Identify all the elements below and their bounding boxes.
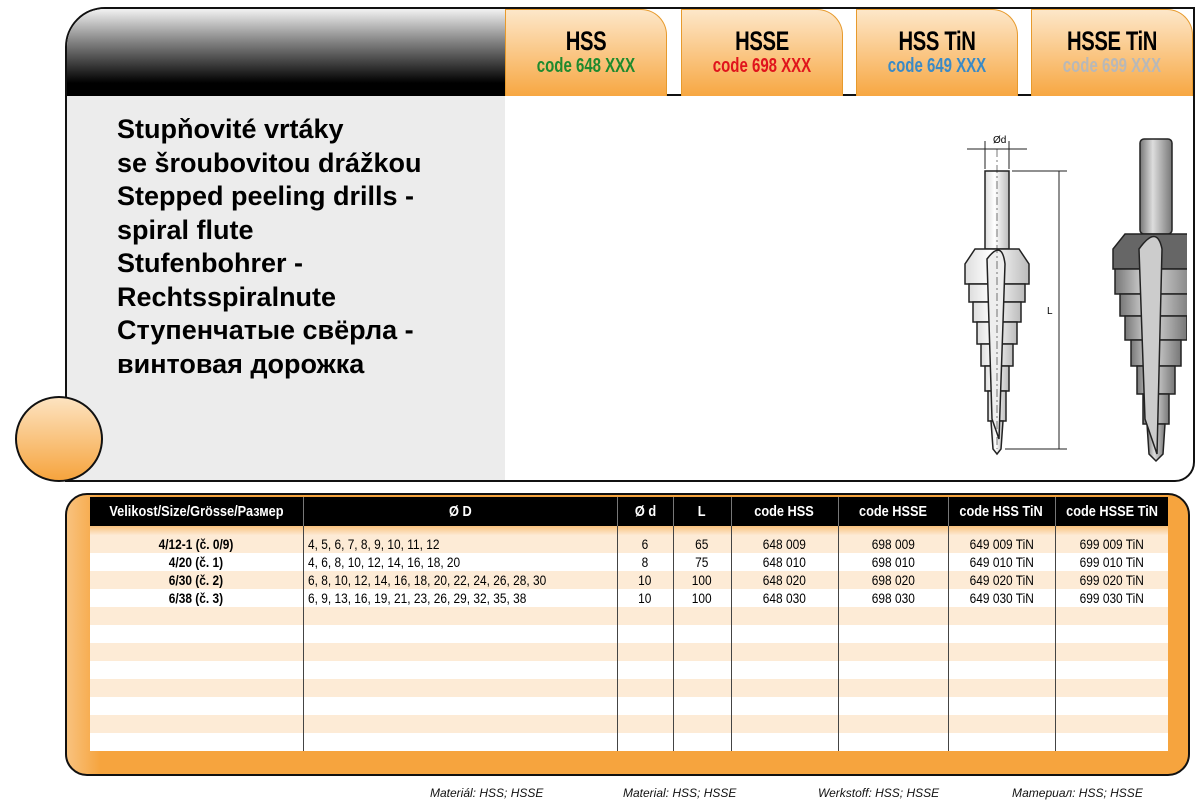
- table-cell: 4/12-1 (č. 0/9): [90, 535, 303, 553]
- title-line: Stupňovité vrtáky: [117, 114, 344, 144]
- table-cell: [731, 625, 838, 643]
- table-cell: [838, 625, 948, 643]
- tab-title: HSS TiN: [898, 26, 976, 56]
- table-cell: 8: [617, 553, 673, 571]
- empty-row: [90, 643, 1168, 661]
- tab-title: HSSE: [735, 26, 789, 56]
- empty-row: [90, 697, 1168, 715]
- title-line: Stufenbohrer -: [117, 248, 303, 278]
- table-cell: 698 010: [838, 553, 948, 571]
- table-cell: [731, 697, 838, 715]
- title-line: se šroubovitou drážkou: [117, 147, 422, 178]
- tab-hss[interactable]: [505, 9, 667, 96]
- table-row: [90, 553, 1168, 571]
- table-cell: [90, 625, 303, 643]
- table-cell: [90, 733, 303, 751]
- col-length: L: [673, 497, 731, 526]
- title-line: Ступенчатые свёрла -: [117, 315, 414, 345]
- table-cell: 6/38 (č. 3): [90, 589, 303, 607]
- table-cell: [90, 661, 303, 679]
- title-line: spiral flute: [117, 214, 254, 245]
- product-title: [117, 113, 422, 381]
- tab-code: code 698 XXX: [712, 55, 812, 77]
- title-line: Rechtsspiralnute: [117, 281, 337, 312]
- table-row: [90, 589, 1168, 607]
- table-cell: [673, 643, 731, 661]
- table-cell: 75: [673, 553, 731, 571]
- tab-code: code 699 XXX: [1062, 55, 1162, 77]
- table-cell: [948, 733, 1055, 751]
- table-cell: [303, 733, 617, 751]
- table-cell: [1055, 607, 1168, 625]
- table-cell: 699 020 TiN: [1055, 571, 1168, 589]
- footer-material-de: Werkstoff: HSS; HSSE: [818, 786, 940, 800]
- table-cell: [948, 697, 1055, 715]
- empty-row: [90, 733, 1168, 751]
- tab-hsse-tin[interactable]: [1031, 9, 1193, 96]
- table-cell: [303, 679, 617, 697]
- table-cell: [673, 607, 731, 625]
- table-cell: 699 009 TiN: [1055, 535, 1168, 553]
- footer-material-ru: Материал: HSS; HSSE: [1012, 786, 1143, 800]
- table-cell: 648 010: [731, 553, 838, 571]
- title-line: Stepped peeling drills -: [117, 181, 415, 211]
- table-cell: [303, 625, 617, 643]
- header-bar: [67, 9, 505, 96]
- table-cell: [838, 607, 948, 625]
- table-cell: 699 030 TiN: [1055, 589, 1168, 607]
- table-cell: [1055, 625, 1168, 643]
- footer-material-cz: Materiál: HSS; HSSE: [430, 786, 544, 800]
- table-cell: [303, 607, 617, 625]
- table-row: [90, 571, 1168, 589]
- empty-row: [90, 661, 1168, 679]
- tab-title: HSS: [565, 26, 607, 56]
- table-cell: [673, 733, 731, 751]
- table-cell: 6, 8, 10, 12, 14, 16, 18, 20, 22, 24, 26, 28, 30: [303, 571, 617, 589]
- table-cell: 4, 6, 8, 10, 12, 14, 16, 18, 20: [303, 553, 617, 571]
- table-cell: [90, 607, 303, 625]
- table-cell: [948, 661, 1055, 679]
- table-cell: [617, 625, 673, 643]
- table-cell: 698 030: [838, 589, 948, 607]
- table-cell: 4/20 (č. 1): [90, 553, 303, 571]
- diameter-label: Ød: [993, 135, 1007, 146]
- table-cell: 649 009 TiN: [948, 535, 1055, 553]
- drill-drawings: [887, 119, 1187, 469]
- table-cell: [673, 679, 731, 697]
- table-cell: [617, 733, 673, 751]
- table-cell: [617, 697, 673, 715]
- table-cell: [731, 661, 838, 679]
- table-cell: [731, 715, 838, 733]
- table-cell: [1055, 697, 1168, 715]
- table-cell: [948, 643, 1055, 661]
- table-cell: [303, 643, 617, 661]
- table-cell: 648 009: [731, 535, 838, 553]
- table-cell: 649 010 TiN: [948, 553, 1055, 571]
- product-table: [90, 497, 1168, 751]
- table-cell: [731, 607, 838, 625]
- table-cell: [673, 715, 731, 733]
- table-cell: [90, 643, 303, 661]
- table-cell: [303, 715, 617, 733]
- table-cell: [838, 697, 948, 715]
- table-cell: [673, 661, 731, 679]
- col-code-hsse: code HSSE: [838, 497, 948, 526]
- table-cell: [90, 715, 303, 733]
- empty-row: [90, 715, 1168, 733]
- table-header-row: [90, 497, 1168, 526]
- tab-title: HSSE TiN: [1066, 26, 1158, 56]
- drill-outline-drawing: [965, 141, 1067, 454]
- table-cell: [731, 643, 838, 661]
- table-cell: 698 020: [838, 571, 948, 589]
- table-cell: 648 020: [731, 571, 838, 589]
- table-cell: [617, 607, 673, 625]
- table-cell: 10: [617, 571, 673, 589]
- table-cell: 699 010 TiN: [1055, 553, 1168, 571]
- table-cell: [948, 715, 1055, 733]
- table-cell: 698 009: [838, 535, 948, 553]
- tab-hsse[interactable]: [681, 9, 843, 96]
- product-panel: [65, 7, 1195, 482]
- table-cell: 65: [673, 535, 731, 553]
- table-cell: [838, 643, 948, 661]
- table-row: [90, 535, 1168, 553]
- empty-row: [90, 679, 1168, 697]
- table-cell: [948, 607, 1055, 625]
- table-cell: [838, 661, 948, 679]
- col-diameter-d-big: Ø D: [303, 497, 617, 526]
- col-size: Velikost/Size/Grösse/Размер: [90, 497, 303, 526]
- empty-row: [90, 607, 1168, 625]
- decorative-circle: [15, 396, 103, 482]
- table-cell: 100: [673, 589, 731, 607]
- col-code-hsse-tin: code HSSE TiN: [1055, 497, 1168, 526]
- table-cell: [948, 625, 1055, 643]
- col-code-hss-tin: code HSS TiN: [948, 497, 1055, 526]
- table-cell: [303, 697, 617, 715]
- table-cell: [90, 697, 303, 715]
- table-cell: 649 030 TiN: [948, 589, 1055, 607]
- table-cell: [1055, 643, 1168, 661]
- col-diameter-d: Ø d: [617, 497, 673, 526]
- table-cell: [731, 679, 838, 697]
- table-cell: [1055, 733, 1168, 751]
- table-cell: [303, 661, 617, 679]
- title-line: винтовая дорожка: [117, 348, 365, 379]
- tab-code: code 648 XXX: [536, 55, 636, 77]
- tab-hss-tin[interactable]: [856, 9, 1018, 96]
- table-cell: 6, 9, 13, 16, 19, 21, 23, 26, 29, 32, 35, 38: [303, 589, 617, 607]
- table-cell: [617, 661, 673, 679]
- table-cell: [617, 715, 673, 733]
- table-cell: [1055, 661, 1168, 679]
- table-cell: [90, 679, 303, 697]
- table-cell: [1055, 679, 1168, 697]
- table-cell: [673, 625, 731, 643]
- table-cell: [948, 679, 1055, 697]
- table-cell: 6/30 (č. 2): [90, 571, 303, 589]
- tab-code: code 649 XXX: [887, 55, 987, 77]
- table-cell: [673, 697, 731, 715]
- empty-row: [90, 625, 1168, 643]
- table-cell: 100: [673, 571, 731, 589]
- col-code-hss: code HSS: [731, 497, 838, 526]
- footer-material-en: Material: HSS; HSSE: [623, 786, 737, 800]
- table-cell: [838, 679, 948, 697]
- table-cell: 4, 5, 6, 7, 8, 9, 10, 11, 12: [303, 535, 617, 553]
- tab-band: [505, 9, 1193, 96]
- length-label: L: [1047, 306, 1053, 317]
- table-cell: 648 030: [731, 589, 838, 607]
- table-cell: [1055, 715, 1168, 733]
- drill-shaded-drawing: [1113, 139, 1187, 461]
- table-cell: 649 020 TiN: [948, 571, 1055, 589]
- table-cell: 6: [617, 535, 673, 553]
- table-cell: [838, 715, 948, 733]
- table-cell: [731, 733, 838, 751]
- table-cell: [617, 679, 673, 697]
- table-cell: 10: [617, 589, 673, 607]
- table-cell: [617, 643, 673, 661]
- table-cell: [838, 733, 948, 751]
